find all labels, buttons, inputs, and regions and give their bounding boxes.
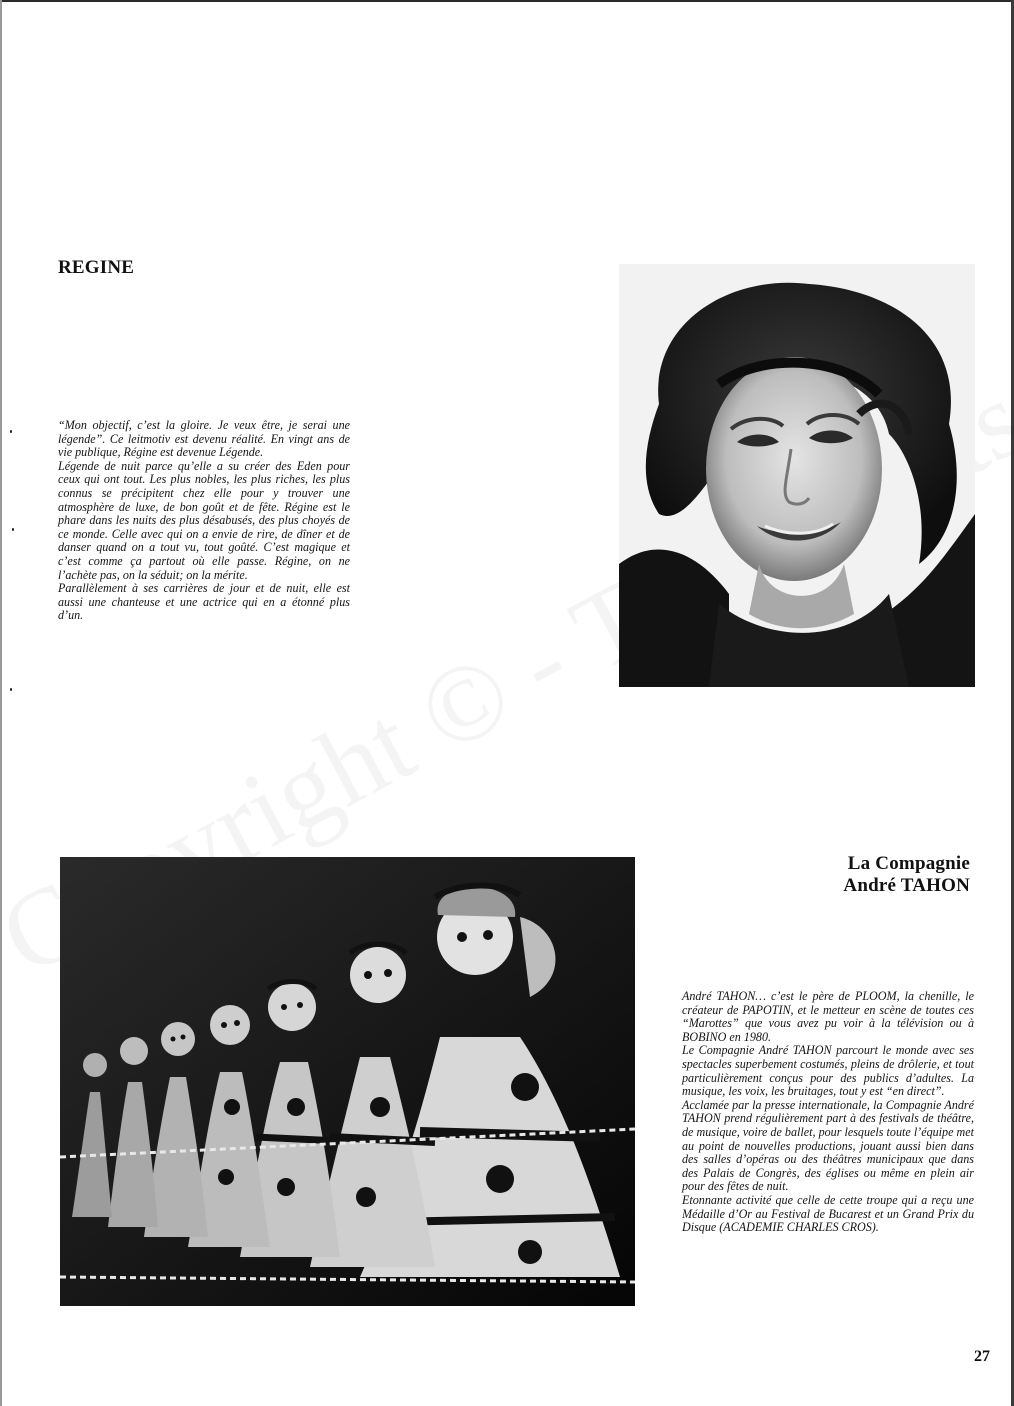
tahon-heading	[670, 853, 970, 897]
regine-paragraph: “Mon objectif, c’est la gloire. Je veux être, je serai une légende”. Ce leitmotiv est devenu réalité. En vingt ans de vie publique, Régine est devenue Légende.	[58, 418, 350, 460]
scan-speck	[10, 688, 12, 691]
scan-speck	[12, 528, 14, 531]
portrait-illustration	[619, 264, 975, 687]
regine-portrait-photo	[619, 264, 975, 687]
regine-paragraph: Parallèlement à ses carrières de jour et de nuit, elle est aussi une chanteuse et une actrice qui en a étonné plus d’un.	[58, 581, 350, 623]
tahon-paragraph: Etonnante activité que celle de cette troupe qui a reçu une Médaille d’Or au Festival de Bucarest et un Grand Prix du Disque (ACADEMIE CHARLES CROS).	[682, 1192, 974, 1235]
regine-article	[58, 419, 350, 623]
page-edge-left	[0, 0, 2, 1406]
tahon-paragraph: André TAHON… c’est le père de PLOOM, la chenille, le créateur de PAPOTIN, et le metteur en scène de toutes ces “Marottes” que vous avez pu voir à la télévision ou à BOBINO en 1980.	[682, 989, 974, 1044]
puppets-illustration	[60, 857, 635, 1306]
tahon-article	[682, 990, 974, 1235]
tahon-paragraph: Le Compagnie André TAHON parcourt le monde avec ses spectacles superbement costumés, pleins de drôlerie, et tout particulièrement conçus pour des publics d’adultes. La musique, les voix, les bruitages, tout y est “en direct”.	[682, 1043, 974, 1099]
regine-paragraph: Légende de nuit parce qu’elle a su créer des Eden pour ceux qui ont tout. Les plus nobles, les plus riches, les plus connus se précipitent chez elle pour y trouver une atmosphère de luxe, de bon goût et de fête. Régine est le phare dans les nuits des plus désabusés, des plus choyés de ce monde. Celle avec qui on a envie de rire, de dîner et de danser quand on a tout vu, tout goûté. C’est magique et c’est comme ça partout où elle passe. Régine, on ne l’achète pas, on la séduit; on la mérite.	[58, 458, 350, 582]
scan-speck	[10, 430, 12, 433]
tahon-heading-line: La Compagnie	[847, 853, 970, 874]
tahon-heading-line: André TAHON	[843, 875, 970, 896]
marottes-puppets-photo	[60, 857, 635, 1306]
regine-heading: REGINE	[58, 257, 135, 278]
page-edge-top	[0, 0, 1014, 2]
tahon-paragraph: Acclamée par la presse internationale, la Compagnie André TAHON prend régulièrement part à des festivals de théâtre, de musique, voire de ballet, pour lesquels toute l’équipe met au point de nouvelles productions, jouant aussi bien dans des salles d’opéras ou des théâtres municipaux que dans des Palais de Congrès, des églises ou même en plein air pour des fêtes de nuit.	[682, 1097, 974, 1194]
page-number: 27	[974, 1348, 990, 1365]
